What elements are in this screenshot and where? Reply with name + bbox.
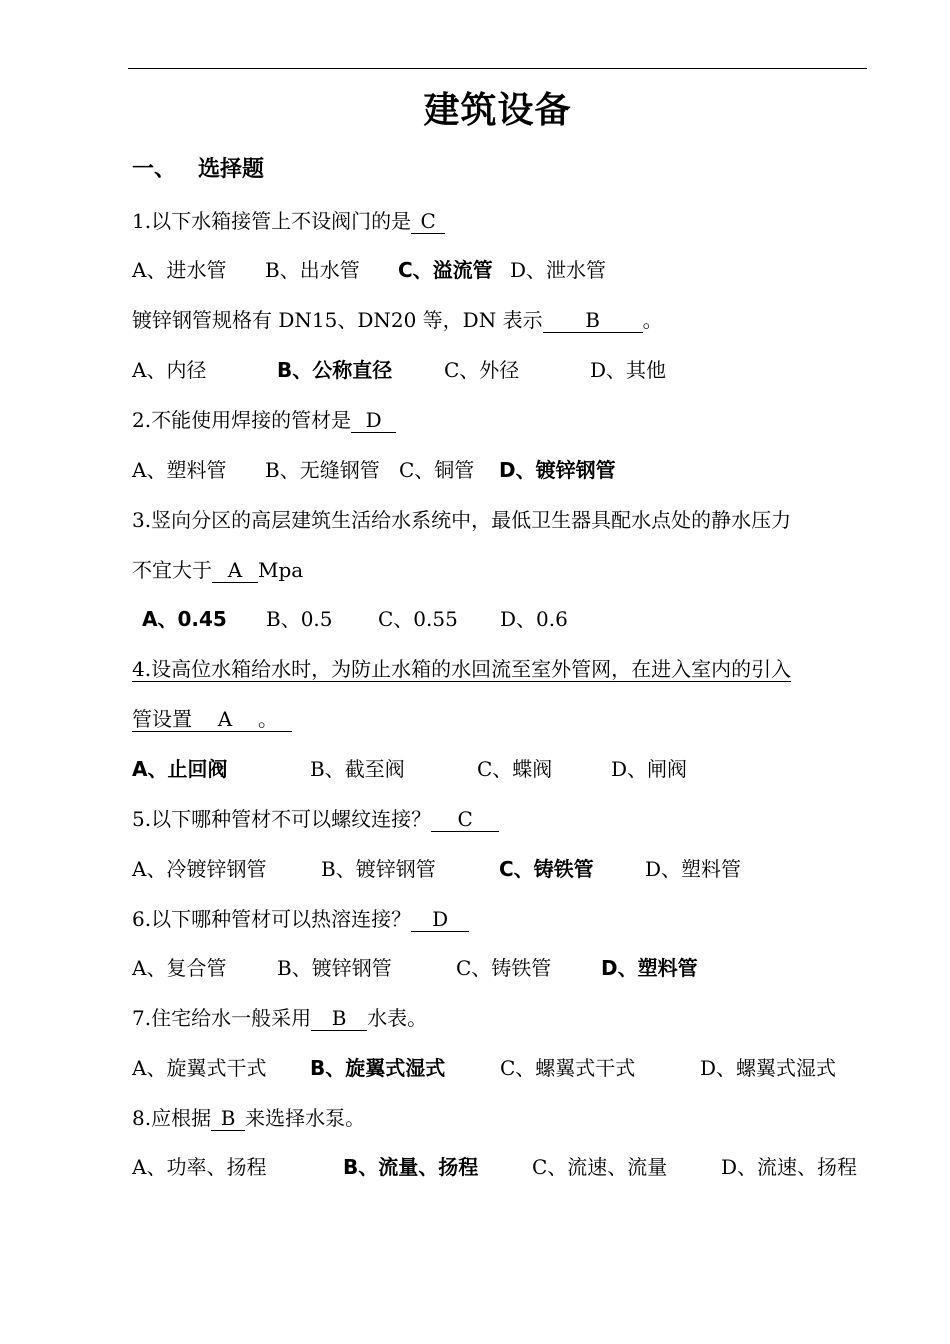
answer-blank: B (211, 1106, 245, 1131)
answer-blank: A (212, 558, 258, 583)
option-d: D、其他 (590, 358, 667, 382)
option-c: C、铜管 (399, 458, 475, 482)
section-number: 一、 (132, 157, 177, 182)
question-8-options (132, 1153, 857, 1181)
option-c: C、蝶阀 (477, 757, 553, 781)
question-text-underlined: 管设置 A 。 (132, 707, 292, 732)
option-d: D、塑料管 (645, 857, 742, 881)
option-c: C、外径 (444, 358, 520, 382)
question-3-stem-line2 (132, 556, 303, 584)
option-c-correct: C、溢流管 (398, 258, 493, 282)
answer-blank: D (411, 907, 469, 932)
question-text: 不宜大于 (132, 558, 212, 582)
option-d-correct: D、镀锌钢管 (499, 458, 616, 482)
question-text: 1.以下水箱接管上不设阀门的是 (132, 209, 412, 233)
section-heading (132, 152, 264, 183)
question-4-options (132, 755, 687, 783)
question-text: 2.不能使用焊接的管材是 (132, 408, 352, 432)
option-b-correct: B、旋翼式湿式 (310, 1056, 446, 1080)
option-c: C、铸铁管 (456, 956, 552, 980)
question-tail: 来选择水泵。 (245, 1106, 366, 1130)
question-4-stem-line1 (132, 655, 791, 683)
option-a: A、塑料管 (132, 458, 227, 482)
question-7-options (132, 1054, 836, 1082)
question-6-options (132, 954, 698, 982)
question-text: 8.应根据 (132, 1106, 212, 1130)
question-5-options (132, 855, 741, 883)
option-a: A、进水管 (132, 258, 227, 282)
answer-blank: C (431, 807, 499, 832)
option-b: B、无缝钢管 (265, 458, 380, 482)
question-text: 6.以下哪种管材可以热溶连接？ (132, 907, 412, 931)
option-a: A、复合管 (132, 956, 227, 980)
question-1b-stem (132, 306, 663, 334)
option-a: A、冷镀锌钢管 (132, 857, 267, 881)
option-b-correct: B、流量、扬程 (343, 1155, 479, 1179)
option-d: D、流速、扬程 (721, 1155, 858, 1179)
option-a-correct: A、止回阀 (132, 757, 228, 781)
option-b-correct: B、公称直径 (277, 358, 393, 382)
question-2-stem (132, 406, 396, 434)
answer-blank: D (351, 408, 396, 433)
question-2-options (132, 456, 616, 484)
option-c: C、螺翼式干式 (500, 1056, 636, 1080)
option-a-correct: A、0.45 (142, 607, 227, 631)
option-c: C、流速、流量 (532, 1155, 668, 1179)
option-a: A、功率、扬程 (132, 1155, 267, 1179)
unit-label: Mpa (258, 558, 304, 582)
question-1b-options (132, 356, 666, 384)
answer-blank: C (411, 209, 445, 234)
answer-blank: A (217, 707, 233, 731)
question-3-stem-line1: 3.竖向分区的高层建筑生活给水系统中，最低卫生器具配水点处的静水压力 (132, 508, 792, 532)
option-d: D、泄水管 (510, 258, 607, 282)
question-5-stem (132, 805, 499, 833)
question-tail: 水表。 (367, 1006, 428, 1030)
option-b: B、出水管 (265, 258, 360, 282)
option-d-correct: D、塑料管 (601, 956, 698, 980)
section-title: 选择题 (198, 157, 265, 182)
question-text: 5.以下哪种管材不可以螺纹连接？ (132, 807, 432, 831)
question-8-stem (132, 1104, 365, 1132)
question-4-stem-line2 (132, 705, 292, 733)
answer-blank: B (311, 1006, 367, 1031)
document-title: 建筑设备 (423, 90, 572, 131)
question-tail: 。 (642, 308, 663, 332)
option-a: A、旋翼式干式 (132, 1056, 267, 1080)
question-text: 镀锌钢管规格有 DN15、DN20 等，DN 表示 (132, 308, 543, 332)
option-b: B、截至阀 (310, 757, 405, 781)
option-b: B、镀锌钢管 (277, 956, 392, 980)
option-c: C、0.55 (378, 607, 458, 631)
answer-blank: B (543, 308, 643, 333)
option-b: B、镀锌钢管 (321, 857, 436, 881)
option-c-correct: C、铸铁管 (499, 857, 594, 881)
question-7-stem (132, 1004, 427, 1032)
option-b: B、0.5 (266, 607, 333, 631)
question-1-stem (132, 207, 445, 235)
option-d: D、0.6 (500, 607, 568, 631)
question-text: 7.住宅给水一般采用 (132, 1006, 312, 1030)
question-text: 4.设高位水箱给水时，为防止水箱的水回流至室外管网，在进入室内的引入 (132, 657, 792, 681)
question-6-stem (132, 905, 469, 933)
option-a: A、内径 (132, 358, 207, 382)
question-1-options (132, 256, 606, 284)
question-3-options (142, 605, 568, 633)
option-d: D、螺翼式湿式 (700, 1056, 837, 1080)
option-d: D、闸阀 (611, 757, 688, 781)
header-rule (128, 68, 867, 69)
